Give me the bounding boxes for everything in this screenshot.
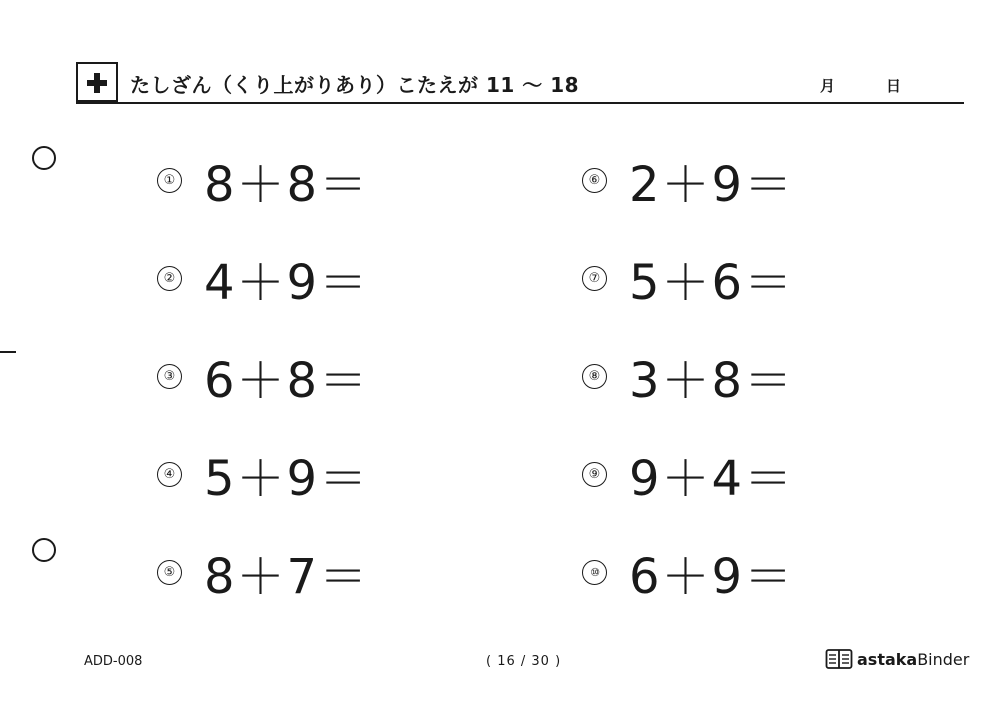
brand-name-light: Binder xyxy=(917,649,970,669)
problem-number: ③ xyxy=(157,364,182,389)
plus-icon xyxy=(76,62,118,102)
problem-number: ① xyxy=(157,168,182,193)
problem-number: ⑨ xyxy=(582,462,607,487)
problem-5 xyxy=(157,542,370,605)
problem-2 xyxy=(157,248,370,311)
problem-7 xyxy=(582,248,795,311)
problem-number: ⑦ xyxy=(582,266,607,291)
problem-expression: 5＋6＝ xyxy=(629,254,795,311)
problem-expression: 6＋9＝ xyxy=(629,548,795,605)
brand-logo xyxy=(825,648,969,670)
problem-number: ⑧ xyxy=(582,364,607,389)
worksheet-header xyxy=(76,62,964,104)
problem-expression: 2＋9＝ xyxy=(629,156,795,213)
problem-6 xyxy=(582,150,795,213)
problem-number: ⑥ xyxy=(582,168,607,193)
problem-8 xyxy=(582,346,795,409)
binder-book-icon xyxy=(825,648,853,670)
problem-expression: 4＋9＝ xyxy=(204,254,370,311)
problem-expression: 6＋8＝ xyxy=(204,352,370,409)
problem-3 xyxy=(157,346,370,409)
binder-hole-bottom xyxy=(32,538,56,562)
header-underline xyxy=(76,102,964,104)
worksheet-code: ADD-008 xyxy=(84,654,143,669)
problem-10 xyxy=(582,542,795,605)
problem-4 xyxy=(157,444,370,507)
problem-9 xyxy=(582,444,795,507)
page-indicator: ( 16 / 30 ) xyxy=(486,654,562,669)
problem-expression: 3＋8＝ xyxy=(629,352,795,409)
binder-hole-top xyxy=(32,146,56,170)
problem-expression: 8＋7＝ xyxy=(204,548,370,605)
problem-number: ④ xyxy=(157,462,182,487)
month-label: 月 xyxy=(820,77,836,95)
fold-mark xyxy=(0,351,16,353)
problem-expression: 5＋9＝ xyxy=(204,450,370,507)
problem-1 xyxy=(157,150,370,213)
day-label: 日 xyxy=(886,77,902,95)
problem-expression: 8＋8＝ xyxy=(204,156,370,213)
problem-number: ⑤ xyxy=(157,560,182,585)
problem-expression: 9＋4＝ xyxy=(629,450,795,507)
brand-name-bold: astaka xyxy=(857,649,918,669)
worksheet-title: たしざん（くり上がりあり）こたえが 11 〜 18 xyxy=(130,73,580,97)
problem-number: ⑩ xyxy=(582,560,607,585)
problem-number: ② xyxy=(157,266,182,291)
